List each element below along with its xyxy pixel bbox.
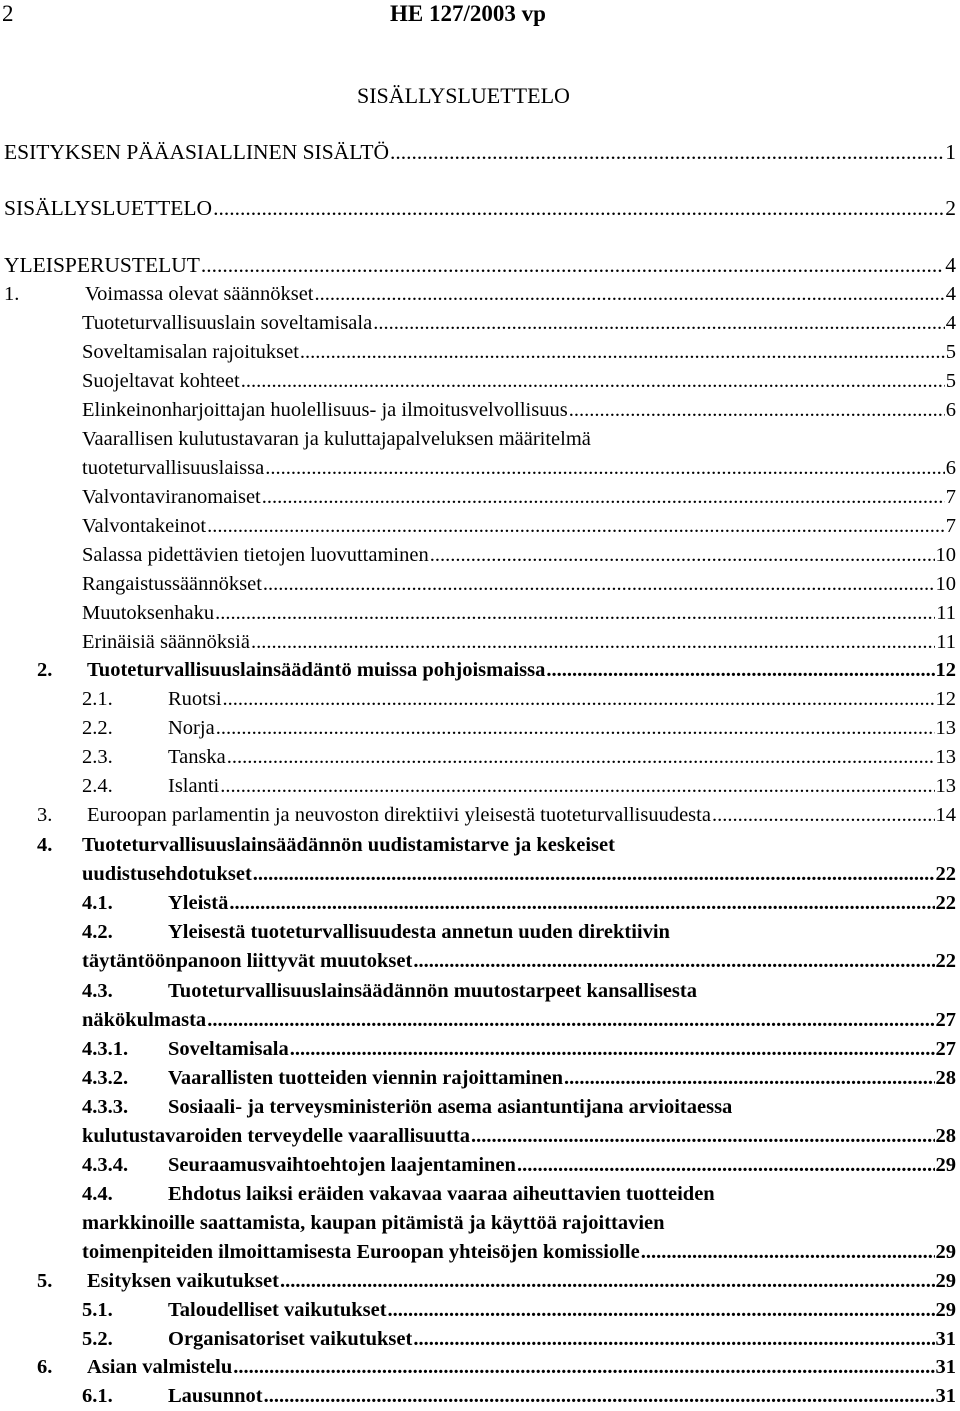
- toc-entry-number: 4.3.: [82, 980, 113, 1002]
- toc-entry-title: toimenpiteiden ilmoittamisesta Euroopan yhteisöjen komissiolle: [82, 1241, 640, 1263]
- toc-entry-page: 22: [935, 950, 956, 972]
- toc-entry-page: 4: [945, 253, 956, 277]
- toc-entry-number: 4.: [37, 834, 53, 856]
- toc-entry-title: Valvontakeinot: [82, 515, 207, 537]
- toc-entry-page: 29: [935, 1270, 956, 1292]
- dot-leader: [227, 743, 935, 772]
- toc-entry-number: 6.1.: [82, 1385, 113, 1407]
- toc-entry-page: 31: [935, 1356, 956, 1378]
- toc-entry: [0, 396, 960, 425]
- toc-entry-page: 31: [935, 1328, 956, 1350]
- toc-entry: [0, 889, 960, 918]
- toc-entry: [0, 338, 960, 367]
- toc-entry-page: 7: [945, 515, 956, 537]
- toc-entry-title: Yleistä: [168, 892, 229, 914]
- toc-entry-title: näkökulmasta: [82, 1009, 207, 1031]
- toc-entry-page: 6: [945, 399, 956, 421]
- toc-entry-title: Vaarallisten tuotteiden viennin rajoittaminen: [168, 1067, 564, 1089]
- toc-entry-title: Valvontaviranomaiset: [82, 486, 261, 508]
- toc-entry: [0, 570, 960, 599]
- toc-entry-title: tuoteturvallisuuslaissa: [82, 457, 265, 479]
- toc-entry-title: Asian valmistelu: [87, 1356, 233, 1378]
- toc-entry-page: 28: [935, 1125, 956, 1147]
- toc-entry-title: Voimassa olevat säännökset: [85, 283, 314, 305]
- toc-entry-page: 22: [935, 863, 956, 885]
- toc-entry: [0, 1180, 960, 1209]
- toc-entry-title: Tanska: [168, 746, 226, 768]
- dot-leader: [207, 1006, 934, 1035]
- toc-entry-page: 31: [935, 1385, 956, 1407]
- toc-entry: [0, 1064, 960, 1093]
- toc-entry-text-line: Tuoteturvallisuuslainsäädännön muutostarpeet kansallisesta: [168, 980, 697, 1002]
- toc-entry-number: 2.4.: [82, 775, 113, 797]
- toc-entry-page: 11: [936, 631, 956, 653]
- toc-entry-page: 10: [935, 573, 956, 595]
- toc-entry-number: 5.2.: [82, 1328, 113, 1350]
- toc-entry-number: 4.2.: [82, 921, 113, 943]
- toc-entry-title: Lausunnot: [168, 1385, 263, 1407]
- toc-entry-page: 5: [945, 341, 956, 363]
- page-title: SISÄLLYSLUETTELO: [357, 83, 570, 108]
- toc-entry-continuation: [0, 860, 960, 889]
- dot-leader: [641, 1238, 935, 1267]
- toc-entry-text-line: markkinoille saattamista, kaupan pitämistä ja käyttöä rajoittavien: [82, 1212, 665, 1234]
- toc-entry: [0, 977, 960, 1006]
- dot-leader: [517, 1151, 935, 1180]
- toc-entry-page: 14: [935, 804, 956, 826]
- toc-entry: [0, 512, 960, 541]
- toc-entry-number: 2.1.: [82, 688, 113, 710]
- dot-leader: [264, 1382, 935, 1411]
- toc-entry-number: 2.2.: [82, 717, 113, 739]
- dot-leader: [471, 1122, 935, 1151]
- toc-entry-page: 5: [945, 370, 956, 392]
- dot-leader: [207, 512, 945, 541]
- toc-entry-page: 29: [935, 1241, 956, 1263]
- dot-leader: [315, 280, 945, 309]
- toc-entry-page: 29: [935, 1299, 956, 1321]
- toc-entry: [0, 309, 960, 338]
- dot-leader: [213, 194, 944, 223]
- toc-entry: [0, 138, 960, 167]
- toc-entry-title: Organisatoriset vaikutukset: [168, 1328, 413, 1350]
- toc-entry: [0, 1151, 960, 1180]
- toc-entry-title: Muutoksenhaku: [82, 602, 215, 624]
- toc-entry-page: 27: [935, 1009, 956, 1031]
- dot-leader: [290, 1035, 935, 1064]
- toc-entry-title: Euroopan parlamentin ja neuvoston direktiivi yleisestä tuoteturvallisuudesta: [87, 804, 711, 826]
- toc-entry: [0, 367, 960, 396]
- toc-entry-title: Esityksen vaikutukset: [87, 1270, 279, 1292]
- toc-entry: [0, 656, 960, 685]
- toc-entry-number: 4.3.4.: [82, 1154, 129, 1176]
- toc-entry-number: 4.4.: [82, 1183, 113, 1205]
- toc-entry: [0, 1267, 960, 1296]
- dot-leader: [388, 1296, 935, 1325]
- toc-entry: [0, 541, 960, 570]
- toc-entry-title: uudistusehdotukset: [82, 863, 252, 885]
- toc-entry-page: 4: [945, 283, 956, 305]
- toc-entry-number: 5.: [37, 1270, 53, 1292]
- toc-entry-continuation: [0, 454, 960, 483]
- toc-entry-title: Erinäisiä säännöksiä: [82, 631, 250, 653]
- dot-leader: [253, 860, 935, 889]
- toc-entry: [0, 772, 960, 801]
- dot-leader: [251, 628, 935, 657]
- dot-leader: [413, 1325, 934, 1354]
- toc-entry-number: 4.3.1.: [82, 1038, 129, 1060]
- toc-entry-title: Tuoteturvallisuuslainsäädäntö muissa pohjoismaissa: [87, 659, 546, 681]
- toc-entry-title: Tuoteturvallisuuslain soveltamisala: [82, 312, 373, 334]
- toc-entry-continuation: [0, 947, 960, 976]
- toc-entry-page: 10: [935, 544, 956, 566]
- toc-entry-page: 29: [935, 1154, 956, 1176]
- dot-leader: [233, 1353, 934, 1382]
- toc-entry-title: Salassa pidettävien tietojen luovuttaminen: [82, 544, 429, 566]
- toc-entry: [0, 194, 960, 223]
- toc-entry-page: 13: [935, 746, 956, 768]
- toc-entry-title: Ruotsi: [168, 688, 222, 710]
- toc-entry-continuation: [0, 1238, 960, 1267]
- toc-entry: [0, 1035, 960, 1064]
- toc-entry-title: ESITYKSEN PÄÄASIALLINEN SISÄLTÖ: [4, 140, 390, 164]
- dot-leader: [201, 251, 944, 280]
- toc-entry-page: 4: [945, 312, 956, 334]
- toc-entry-title: Rangaistussäännökset: [82, 573, 262, 595]
- dot-leader: [263, 570, 935, 599]
- dot-leader: [220, 772, 934, 801]
- toc-entry: [0, 714, 960, 743]
- toc-entry-number: 5.1.: [82, 1299, 113, 1321]
- dot-leader: [262, 483, 945, 512]
- toc-entry-title: Seuraamusvaihtoehtojen laajentaminen: [168, 1154, 516, 1176]
- toc-entry-number: 3.: [37, 804, 53, 826]
- toc-entry-title: SISÄLLYSLUETTELO: [4, 196, 213, 220]
- toc-entry-page: 12: [935, 688, 956, 710]
- toc-entry: [0, 918, 960, 947]
- dot-leader: [569, 396, 945, 425]
- toc-entry: [0, 685, 960, 714]
- toc-entry: [0, 280, 960, 309]
- toc-entry-page: 13: [935, 717, 956, 739]
- toc-entry-page: 27: [935, 1038, 956, 1060]
- dot-leader: [564, 1064, 934, 1093]
- dot-leader: [265, 454, 945, 483]
- toc-entry: [0, 599, 960, 628]
- dot-leader: [413, 947, 934, 976]
- toc-entry-page: 13: [935, 775, 956, 797]
- toc-entry-title: kulutustavaroiden terveydelle vaarallisuutta: [82, 1125, 470, 1147]
- toc-entry: [0, 425, 960, 454]
- toc-entry-page: 1: [945, 140, 956, 164]
- toc-entry-title: Elinkeinonharjoittajan huolellisuus- ja ilmoitusvelvollisuus: [82, 399, 568, 421]
- toc-entry-number: 4.1.: [82, 892, 113, 914]
- toc-entry-page: 7: [945, 486, 956, 508]
- toc-entry: [0, 1093, 960, 1122]
- toc-entry: [0, 1353, 960, 1382]
- toc-entry-title: täytäntöönpanoon liittyvät muutokset: [82, 950, 413, 972]
- dot-leader: [300, 338, 945, 367]
- toc-entry-number: 2.: [37, 659, 53, 681]
- toc-entry-title: Soveltamisala: [168, 1038, 289, 1060]
- toc-entry-number: 1.: [4, 283, 20, 305]
- dot-leader: [215, 599, 935, 628]
- dot-leader: [712, 801, 935, 830]
- toc-entry-text-line: Vaarallisen kulutustavaran ja kuluttajapalveluksen määritelmä: [82, 428, 591, 450]
- toc-entry-number: 2.3.: [82, 746, 113, 768]
- document-id: HE 127/2003 vp: [390, 1, 546, 26]
- toc-entry-page: 11: [936, 602, 956, 624]
- dot-leader: [280, 1267, 935, 1296]
- toc-entry-number: 4.3.3.: [82, 1096, 129, 1118]
- toc-entry-continuation: [0, 1209, 960, 1238]
- dot-leader: [430, 541, 935, 570]
- toc-entry-title: Suojeltavat kohteet: [82, 370, 240, 392]
- toc-entry-page: 28: [935, 1067, 956, 1089]
- toc-entry-text-line: Tuoteturvallisuuslainsäädännön uudistamistarve ja keskeiset: [82, 834, 615, 856]
- toc-entry-page: 2: [945, 196, 956, 220]
- dot-leader: [373, 309, 945, 338]
- toc-entry-title: Islanti: [168, 775, 220, 797]
- toc-entry-continuation: [0, 1122, 960, 1151]
- toc-entry-title: Soveltamisalan rajoitukset: [82, 341, 299, 363]
- toc-entry: [0, 1325, 960, 1354]
- toc-entry-number: 4.3.2.: [82, 1067, 129, 1089]
- toc-entry-number: 6.: [37, 1356, 53, 1378]
- toc-entry-text-line: Yleisestä tuoteturvallisuudesta annetun uuden direktiivin: [168, 921, 670, 943]
- toc-entry-continuation: [0, 1006, 960, 1035]
- toc-entry-title: YLEISPERUSTELUT: [4, 253, 200, 277]
- toc-entry-title: Taloudelliset vaikutukset: [168, 1299, 387, 1321]
- toc-entry: [0, 1382, 960, 1411]
- dot-leader: [229, 889, 934, 918]
- dot-leader: [546, 656, 934, 685]
- toc-entry-page: 6: [945, 457, 956, 479]
- toc-entry-page: 12: [935, 659, 956, 681]
- toc-entry: [0, 628, 960, 657]
- toc-entry: [0, 743, 960, 772]
- page-number: 2: [2, 1, 14, 26]
- dot-leader: [223, 685, 935, 714]
- toc-entry: [0, 1296, 960, 1325]
- dot-leader: [241, 367, 945, 396]
- toc-entry: [0, 801, 960, 830]
- toc-entry-text-line: Ehdotus laiksi eräiden vakavaa vaaraa aiheuttavien tuotteiden: [168, 1183, 715, 1205]
- toc-entry-title: Norja: [168, 717, 215, 739]
- toc-entry: [0, 251, 960, 280]
- toc-entry-text-line: Sosiaali- ja terveysministeriön asema asiantuntijana arvioitaessa: [168, 1096, 733, 1118]
- toc-entry: [0, 483, 960, 512]
- toc-entry-page: 22: [935, 892, 956, 914]
- toc-entry: [0, 831, 960, 860]
- dot-leader: [216, 714, 935, 743]
- dot-leader: [390, 138, 944, 167]
